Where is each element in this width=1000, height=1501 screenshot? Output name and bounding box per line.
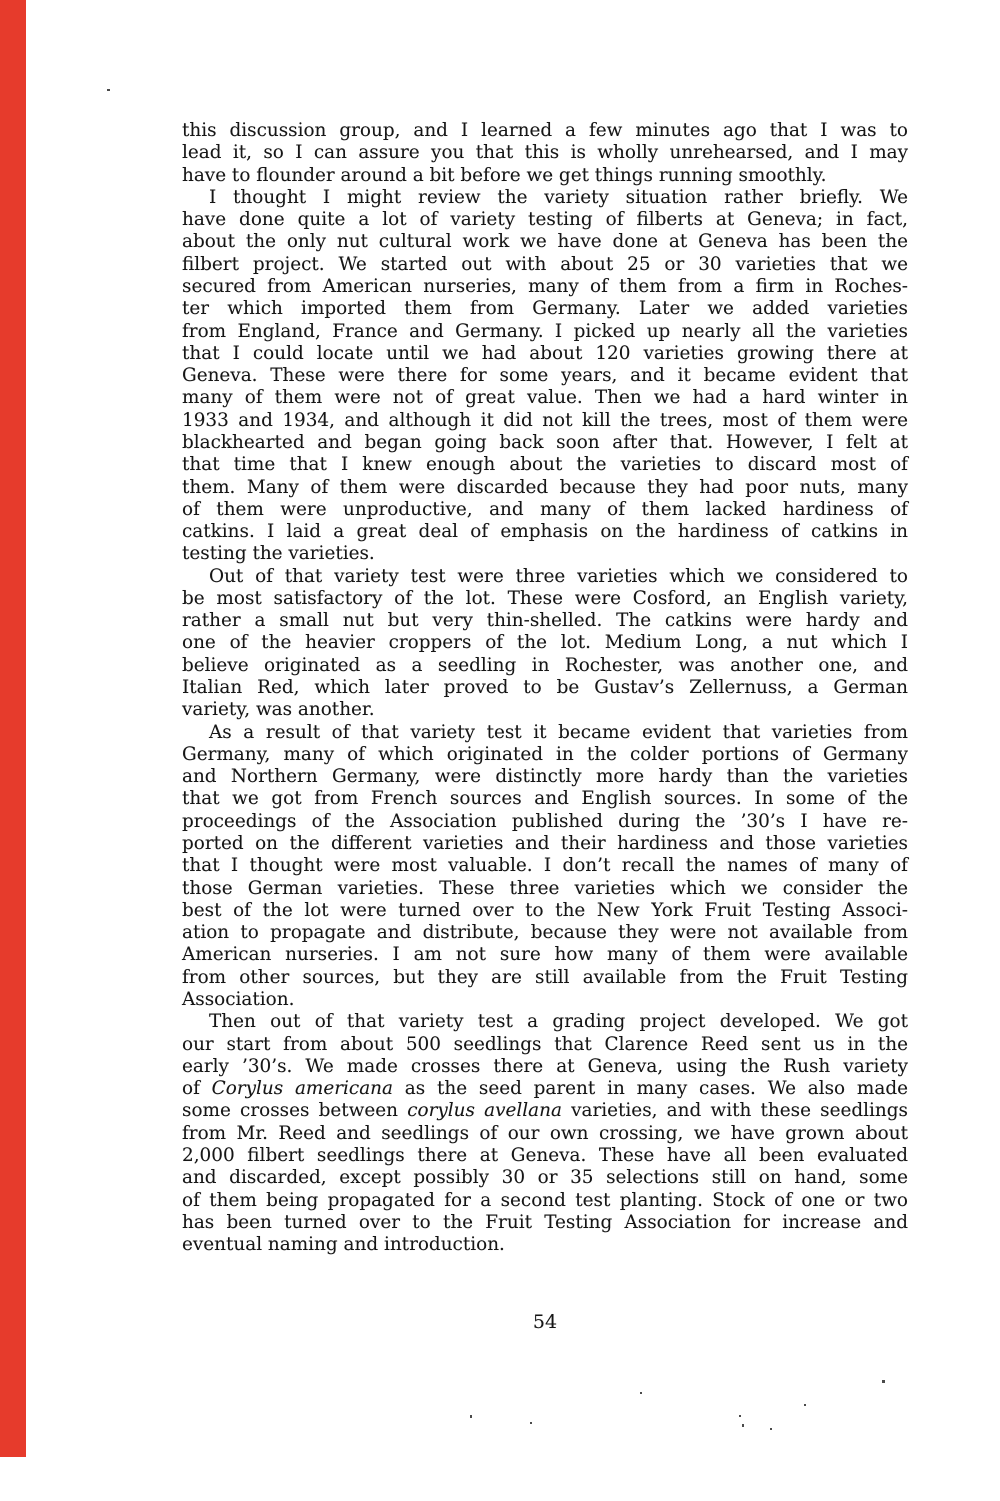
text-line: filbert project. We started out with about 25 or 30 varieties that we [182, 253, 908, 275]
scan-speck [470, 1415, 472, 1418]
text-line: believe originated as a seedling in Rochester, was another one, and [182, 654, 908, 676]
text-line: Geneva. These were there for some years, and it became evident that [182, 365, 908, 387]
text-line: of them being propagated for a second test planting. Stock of one or two [182, 1189, 908, 1211]
scan-speck [530, 1422, 532, 1424]
text-line: 1933 and 1934, and although it did not kill the trees, most of them were [182, 409, 908, 431]
text-line: proceedings of the Association published during the ’30’s I have re- [182, 810, 908, 832]
text-line: and Northern Germany, were distinctly more hardy than the varieties [182, 766, 908, 788]
paragraph [182, 120, 908, 187]
text-line: ported on the different varieties and their hardiness and those varieties [182, 833, 908, 854]
text-line: that time that I knew enough about the varieties to discard most of [182, 454, 908, 476]
text-line: Italian Red, which later proved to be Gustav’s Zellernuss, a German [182, 677, 908, 699]
text-line: rather a small nut but very thin-shelled. The catkins were hardy and [182, 610, 908, 632]
text-line: lead it, so I can assure you that this is wholly unrehearsed, and I may [182, 142, 908, 164]
text-line: those German varieties. These three varieties which we consider the [182, 877, 908, 899]
text-line: many of them were not of great value. Then we had a hard winter in [182, 387, 908, 409]
text-line: Germany, many of which originated in the colder portions of Germany [182, 743, 908, 765]
text-line: variety, was another. [182, 699, 375, 721]
text-line: of them were unproductive, and many of them lacked hardiness of [182, 498, 908, 520]
paragraph [182, 722, 908, 1012]
text-line: that we got from French sources and English sources. In some of the [182, 788, 908, 810]
text-line: from other sources, but they are still available from the Fruit Testing [182, 966, 908, 988]
paragraph [182, 566, 908, 722]
text-line: has been turned over to the Fruit Testing Association for increase and [182, 1211, 908, 1233]
text-line: 2,000 filbert seedlings there at Geneva. These have all been evaluated [182, 1144, 908, 1166]
text-line: Association. [182, 988, 295, 1010]
text-line: best of the lot were turned over to the New York Fruit Testing Associ- [182, 899, 908, 921]
text-line: from England, France and Germany. I picked up nearly all the varieties [182, 320, 908, 342]
text-line: have to flounder around a bit before we get things running smoothly. [182, 164, 827, 186]
scan-speck [770, 1428, 772, 1430]
text-block [182, 120, 908, 1256]
text-line: that I could locate until we had about 120 varieties growing there at [182, 342, 908, 364]
paragraph [182, 187, 908, 566]
scan-speck [804, 1404, 806, 1406]
text-line: and discarded, except possibly 30 or 35 selections still on hand, some [182, 1167, 908, 1189]
text-line: be most satisfactory of the lot. These were Cosford, an English variety, [182, 587, 908, 609]
text-line: this discussion group, and I learned a few minutes ago that I was to [182, 120, 908, 141]
text-line: As a result of that variety test it became evident that varieties from [209, 721, 908, 743]
scan-speck [107, 89, 110, 91]
text-line: our start from about 500 seedlings that Clarence Reed sent us in the [182, 1033, 908, 1055]
text-line: testing the varieties. [182, 543, 375, 565]
text-line: have done quite a lot of variety testing of filberts at Geneva; in fact, [182, 209, 908, 231]
text-line: Out of that variety test were three varieties which we considered to [209, 565, 908, 587]
paragraph [182, 1011, 908, 1256]
scan-speck [882, 1380, 885, 1383]
page-number: 54 [532, 1311, 558, 1333]
text-line: ation to propagate and distribute, because they were not available from [182, 922, 908, 944]
text-line: eventual naming and introduction. [182, 1234, 505, 1256]
text-line: I thought I might review the variety situation rather briefly. We [209, 186, 908, 208]
text-line: one of the heavier croppers of the lot. Medium Long, a nut which I [182, 632, 908, 654]
text-line: blackhearted and began going back soon after that. However, I felt at [182, 431, 908, 453]
book-edge-stripe [0, 0, 26, 1457]
text-line: some crosses between corylus avellana varieties, and with these seedlings [182, 1100, 908, 1122]
text-line: early ’30’s. We made crosses there at Geneva, using the Rush variety [182, 1055, 908, 1077]
text-line: Then out of that variety test a grading project developed. We got [209, 1011, 908, 1033]
text-line: American nurseries. I am not sure how many of them were available [182, 944, 908, 966]
scan-speck [742, 1424, 744, 1427]
text-line: about the only nut cultural work we have done at Geneva has been the [182, 231, 908, 253]
text-line: from Mr. Reed and seedlings of our own crossing, we have grown about [182, 1122, 908, 1144]
text-line: of Corylus americana as the seed parent in many cases. We also made [182, 1078, 908, 1100]
text-line: that I thought were most valuable. I don’t recall the names of many of [182, 855, 908, 877]
scan-speck [739, 1415, 741, 1417]
text-line: them. Many of them were discarded because they had poor nuts, many [182, 476, 908, 498]
text-line: ter which imported them from Germany. Later we added varieties [182, 298, 908, 320]
text-line: secured from American nurseries, many of them from a firm in Roches- [182, 275, 908, 297]
text-line: catkins. I laid a great deal of emphasis on the hardiness of catkins in [182, 521, 908, 543]
scan-speck [640, 1392, 642, 1394]
